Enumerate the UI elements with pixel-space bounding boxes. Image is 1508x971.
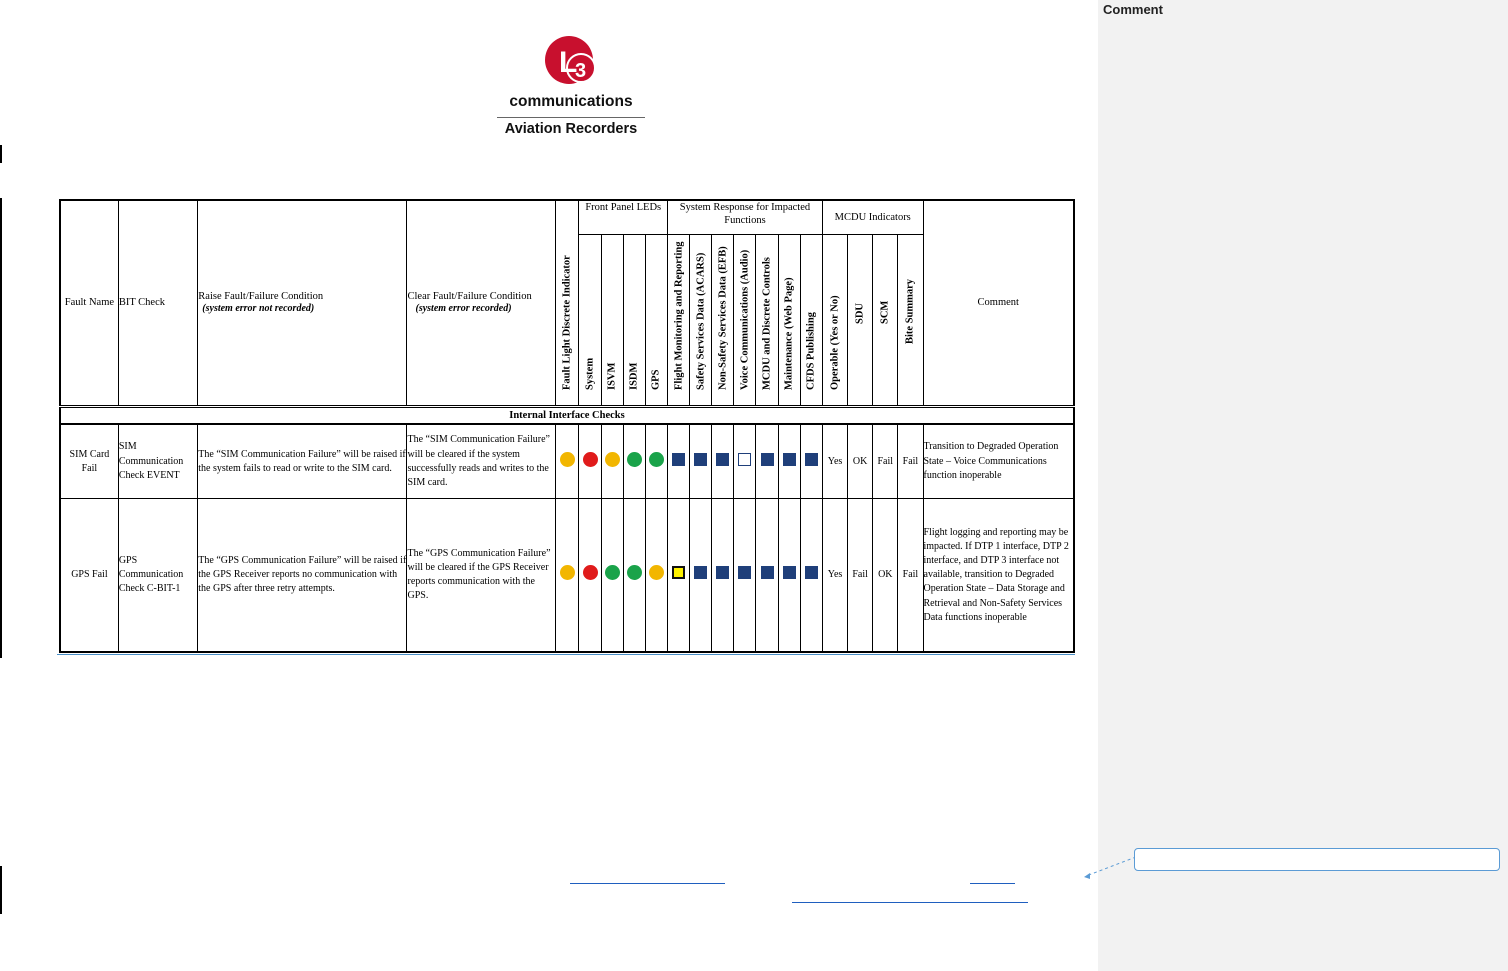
header-led-system <box>579 234 601 406</box>
impact-nonsafety-icon <box>716 566 729 579</box>
header-raise-condition <box>198 200 407 407</box>
header-impact-maintenance-label: Maintenance (Web Page) <box>783 277 795 391</box>
hyperlink-underline[interactable] <box>570 883 725 884</box>
table-row <box>60 499 1074 652</box>
header-led-gps <box>645 234 667 406</box>
svg-text:L: L <box>559 46 578 79</box>
header-led-isvm-label: ISVM <box>606 362 618 391</box>
operable-cell: Yes <box>822 424 847 499</box>
header-system-response: System Response for Impacted Functions <box>667 200 822 234</box>
header-impact-flight <box>667 234 689 406</box>
raise-condition-cell: The “SIM Communication Failure” will be raised if the system fails to read or write to the SIM card. <box>198 424 407 499</box>
header-led-gps-label: GPS <box>650 369 662 391</box>
header-clear-note: (system error recorded) <box>415 303 512 315</box>
header-impact-flight-label: Flight Monitoring and Reporting <box>673 241 685 391</box>
fault-name-cell: GPS Fail <box>60 499 118 652</box>
fault-light-cell <box>556 499 579 652</box>
fault-table <box>59 199 1075 653</box>
clear-condition-cell: The “GPS Communication Failure” will be cleared if the GPS Receiver reports communication with the GPS. <box>407 499 556 652</box>
impact-safety-icon <box>694 566 707 579</box>
scm-cell: OK <box>873 499 898 652</box>
header-front-panel: Front Panel LEDs <box>579 200 668 234</box>
operable-cell: Yes <box>822 499 847 652</box>
led-system-icon <box>583 565 598 580</box>
scm-cell: Fail <box>873 424 898 499</box>
header-impact-nonsafety-label: Non-Safety Services Data (EFB) <box>717 246 729 391</box>
fault-light-indicator-icon <box>560 565 575 580</box>
header-impact-mcdu <box>756 234 778 406</box>
logo-company-name: communications <box>509 93 633 110</box>
impact-cell <box>800 499 822 652</box>
header-bit-check: BIT Check <box>118 200 197 407</box>
logo-division-name: Aviation Recorders <box>504 121 638 137</box>
header-raise-note: (system error not recorded) <box>202 303 315 315</box>
company-logo <box>491 34 651 140</box>
comment-connector-icon <box>1080 855 1140 885</box>
header-mcdu-operable-label: Operable (Yes or No) <box>829 295 841 391</box>
header-mcdu-sdu <box>848 234 873 406</box>
led-cell <box>645 499 667 652</box>
header-impact-safety <box>690 234 712 406</box>
impact-cell <box>690 499 712 652</box>
led-cell <box>579 424 601 499</box>
led-cell <box>579 499 601 652</box>
impact-nonsafety-icon <box>716 453 729 466</box>
fault-light-indicator-icon <box>560 452 575 467</box>
header-comment: Comment <box>923 200 1074 407</box>
led-isvm-icon <box>605 452 620 467</box>
header-impact-safety-label: Safety Services Data (ACARS) <box>695 252 707 391</box>
header-impact-mcdu-label: MCDU and Discrete Controls <box>761 257 773 391</box>
comment-cell: Flight logging and reporting may be impacted. If DTP 1 interface, DTP 2 interface, and DTP 3 interface not available, transition to Degraded Operation State – Data Storage and Retrieval and Non-Safety Services Data functions inoperable <box>923 499 1074 652</box>
comment-bubble[interactable] <box>1134 848 1500 871</box>
sdu-cell: Fail <box>848 499 873 652</box>
clear-condition-cell: The “SIM Communication Failure” will be cleared if the system successfully reads and writes to the SIM card. <box>407 424 556 499</box>
header-led-system-label: System <box>584 358 596 391</box>
header-fault-name: Fault Name <box>60 200 118 407</box>
header-clear-title: Clear Fault/Failure Condition <box>407 291 532 303</box>
impact-maintenance-icon <box>783 453 796 466</box>
impact-safety-icon <box>694 453 707 466</box>
hyperlink-underline[interactable] <box>970 883 1015 884</box>
header-impact-voice <box>734 234 756 406</box>
header-mcdu-bite <box>898 234 923 406</box>
led-cell <box>601 499 623 652</box>
impact-flight-icon <box>672 566 685 579</box>
impact-mcdu-icon <box>761 566 774 579</box>
impact-mcdu-icon <box>761 453 774 466</box>
header-impact-nonsafety <box>712 234 734 406</box>
change-bar <box>0 145 2 163</box>
header-fault-light-label: Fault Light Discrete Indicator <box>561 255 573 391</box>
header-fault-light <box>556 200 579 407</box>
impact-cell <box>667 424 689 499</box>
header-led-isdm <box>623 234 645 406</box>
comments-pane <box>1098 0 1508 971</box>
header-clear-condition <box>407 200 556 407</box>
raise-condition-cell: The “GPS Communication Failure” will be raised if the GPS Receiver reports no communication with the GPS after three retry attempts. <box>198 499 407 652</box>
led-system-icon <box>583 452 598 467</box>
header-mcdu-scm-label: SCM <box>879 300 891 325</box>
header-mcdu-operable <box>822 234 847 406</box>
impact-cell <box>778 499 800 652</box>
led-cell <box>601 424 623 499</box>
led-cell <box>623 424 645 499</box>
impact-cfds-icon <box>805 453 818 466</box>
header-raise-title: Raise Fault/Failure Condition <box>198 291 324 303</box>
section-internal-interface-checks: Internal Interface Checks <box>60 407 1074 424</box>
impact-cell <box>667 499 689 652</box>
impact-voice-icon <box>738 453 751 466</box>
bit-check-cell: GPS Communication Check C-BIT-1 <box>118 499 197 652</box>
change-bar <box>0 866 2 914</box>
header-impact-cfds <box>800 234 822 406</box>
header-led-isvm <box>601 234 623 406</box>
impact-cell <box>778 424 800 499</box>
header-mcdu-sdu-label: SDU <box>854 303 866 325</box>
impact-cell <box>800 424 822 499</box>
header-led-isdm-label: ISDM <box>628 362 640 391</box>
svg-text:3: 3 <box>575 60 587 82</box>
bite-cell: Fail <box>898 424 923 499</box>
table-row <box>60 424 1074 499</box>
revision-underline <box>57 654 1075 655</box>
led-gps-icon <box>649 565 664 580</box>
sdu-cell: OK <box>848 424 873 499</box>
header-mcdu-scm <box>873 234 898 406</box>
led-gps-icon <box>649 452 664 467</box>
header-mcdu-bite-label: Bite Summary <box>904 279 916 345</box>
impact-flight-icon <box>672 453 685 466</box>
bite-cell: Fail <box>898 499 923 652</box>
impact-maintenance-icon <box>783 566 796 579</box>
impact-cell <box>712 424 734 499</box>
header-mcdu: MCDU Indicators <box>822 200 923 234</box>
comments-pane-title: Comment <box>1103 2 1163 17</box>
led-isvm-icon <box>605 565 620 580</box>
header-impact-cfds-label: CFDS Publishing <box>805 312 817 391</box>
header-impact-voice-label: Voice Communications (Audio) <box>739 250 751 391</box>
header-impact-maintenance <box>778 234 800 406</box>
led-cell <box>645 424 667 499</box>
impact-voice-icon <box>738 566 751 579</box>
fault-name-cell: SIM Card Fail <box>60 424 118 499</box>
hyperlink-underline[interactable] <box>792 902 1028 903</box>
impact-cell <box>756 499 778 652</box>
led-cell <box>623 499 645 652</box>
fault-light-cell <box>556 424 579 499</box>
led-isdm-icon <box>627 565 642 580</box>
l3-logo-icon <box>545 34 597 86</box>
led-isdm-icon <box>627 452 642 467</box>
impact-cell <box>690 424 712 499</box>
impact-cell <box>734 424 756 499</box>
logo-divider <box>497 117 645 118</box>
bit-check-cell: SIM Communication Check EVENT <box>118 424 197 499</box>
comment-cell: Transition to Degraded Operation State – Voice Communications function inoperable <box>923 424 1074 499</box>
impact-cell <box>712 499 734 652</box>
impact-cell <box>756 424 778 499</box>
impact-cell <box>734 499 756 652</box>
impact-cfds-icon <box>805 566 818 579</box>
change-bar <box>0 198 2 658</box>
